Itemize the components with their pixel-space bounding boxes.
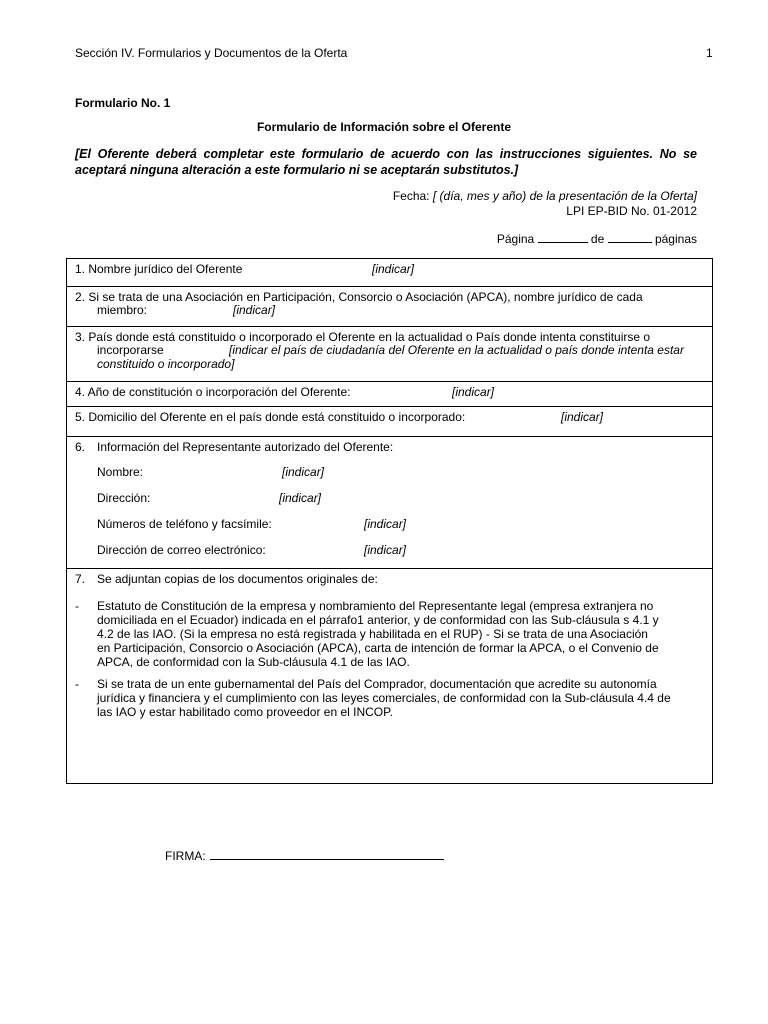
pagina-de: de bbox=[590, 232, 605, 246]
form-instruction: [El Oferente deberá completar este formulario de acuerdo con las instrucciones siguientes. No se aceptará ninguna alteración a este formulario ni se aceptarán substitutos.] bbox=[75, 147, 697, 177]
table-row-2 bbox=[67, 287, 712, 327]
row7-b1-line-2: domiciliada en el Ecuador) indicada en el párrafo1 anterior, y de conformidad con las Sub-cláusula s 4.1 y bbox=[97, 613, 659, 627]
row1-label: 1. Nombre jurídico del Oferente bbox=[75, 262, 243, 276]
row7-b1-line-3: 4.2 de las IAO. (Si la empresa no está registrada y habilitada en el RUP) - Si se trata de una Asociación bbox=[97, 627, 648, 641]
row3-indicar-2[interactable]: constituido o incorporado] bbox=[97, 357, 235, 371]
row7-b1-line-5: APCA, de conformidad con la Sub-cláusula 4.1 de las IAO. bbox=[97, 655, 410, 669]
signature-label: FIRMA: bbox=[165, 849, 206, 863]
row7-b1-line-1: Estatuto de Constitución de la empresa y nombramiento del Representante legal (empresa extranjera no bbox=[97, 599, 654, 613]
signature-field[interactable] bbox=[210, 849, 444, 860]
form-title: Formulario de Información sobre el Oferente bbox=[256, 120, 512, 134]
oferente-info-table bbox=[66, 258, 713, 784]
row5-label: 5. Domicilio del Oferente en el país donde está constituido o incorporado: bbox=[75, 410, 466, 424]
row7-num: 7. bbox=[75, 572, 86, 586]
page-number: 1 bbox=[706, 46, 713, 60]
row2-line1: 2. Si se trata de una Asociación en Participación, Consorcio o Asociación (APCA), nombre jurídico de cada bbox=[75, 290, 643, 304]
row6-correo-label: Dirección de correo electrónico: bbox=[97, 543, 266, 557]
row6-telefono-label: Números de teléfono y facsímile: bbox=[97, 517, 272, 531]
table-row-3 bbox=[67, 327, 712, 382]
row7-b1-line-4: en Participación, Consorcio o Asociación (APCA), carta de intención de formar la APCA, o el Convenio de bbox=[97, 641, 659, 655]
row2-indicar[interactable]: [indicar] bbox=[233, 303, 276, 317]
row5-indicar[interactable]: [indicar] bbox=[561, 410, 604, 424]
row7-dash-2: - bbox=[75, 677, 79, 691]
fecha-line bbox=[393, 188, 697, 204]
pagina-blank[interactable] bbox=[538, 232, 588, 243]
pagina-paginas: páginas bbox=[654, 232, 697, 246]
fecha-label: Fecha: bbox=[392, 189, 433, 203]
row6-heading: Información del Representante autorizado del Oferente: bbox=[97, 440, 394, 454]
row6-num: 6. bbox=[75, 440, 86, 454]
row4-label: 4. Año de constitución o incorporación del Oferente: bbox=[75, 385, 351, 399]
row3-line1: 3. País donde está constituido o incorporado el Oferente en la actualidad o País donde intenta constituirse o bbox=[75, 330, 651, 344]
table-row-6 bbox=[67, 437, 712, 569]
row6-direccion-label: Dirección: bbox=[97, 491, 151, 505]
pagina-line bbox=[497, 232, 697, 246]
table-row-5 bbox=[67, 407, 712, 437]
fecha-value: [ (día, mes y año) de la presentación de la Oferta] bbox=[432, 189, 697, 203]
row7-b2-line-1: Si se trata de un ente gubernamental del País del Comprador, documentación que acredite su autonomía bbox=[97, 677, 657, 691]
table-row-1 bbox=[67, 259, 712, 287]
table-row-4 bbox=[67, 382, 712, 407]
form-number: Formulario No. 1 bbox=[75, 96, 171, 110]
row6-nombre-label: Nombre: bbox=[97, 465, 144, 479]
row7-dash-1: - bbox=[75, 599, 79, 613]
row6-direccion-indicar[interactable]: [indicar] bbox=[279, 491, 322, 505]
row6-telefono-indicar[interactable]: [indicar] bbox=[364, 517, 407, 531]
row6-nombre-indicar[interactable]: [indicar] bbox=[282, 465, 325, 479]
row3-line2: incorporarse bbox=[97, 343, 164, 357]
reference-number: LPI EP-BID No. 01-2012 bbox=[566, 204, 697, 218]
row7-b2-line-3: las IAO y estar habilitado como proveedor en el INCOP. bbox=[97, 705, 393, 719]
signature-line bbox=[165, 849, 444, 863]
pagina-total-blank[interactable] bbox=[608, 232, 652, 243]
row1-indicar[interactable]: [indicar] bbox=[372, 262, 415, 276]
row7-heading: Se adjuntan copias de los documentos originales de: bbox=[97, 572, 378, 586]
row2-line2: miembro: bbox=[97, 303, 148, 317]
row6-correo-indicar[interactable]: [indicar] bbox=[364, 543, 407, 557]
running-header: Sección IV. Formularios y Documentos de la Oferta bbox=[75, 46, 348, 60]
table-row-7 bbox=[67, 569, 712, 785]
pagina-label: Página bbox=[496, 232, 535, 246]
row7-b2-line-2: jurídica y financiera y el cumplimiento con las leyes comerciales, de conformidad con la Sub-cláusula 4.4 de bbox=[97, 691, 671, 705]
row3-indicar-1[interactable]: [indicar el país de ciudadanía del Oferente en la actualidad o país donde intenta estar bbox=[229, 343, 684, 357]
row4-indicar[interactable]: [indicar] bbox=[452, 385, 495, 399]
